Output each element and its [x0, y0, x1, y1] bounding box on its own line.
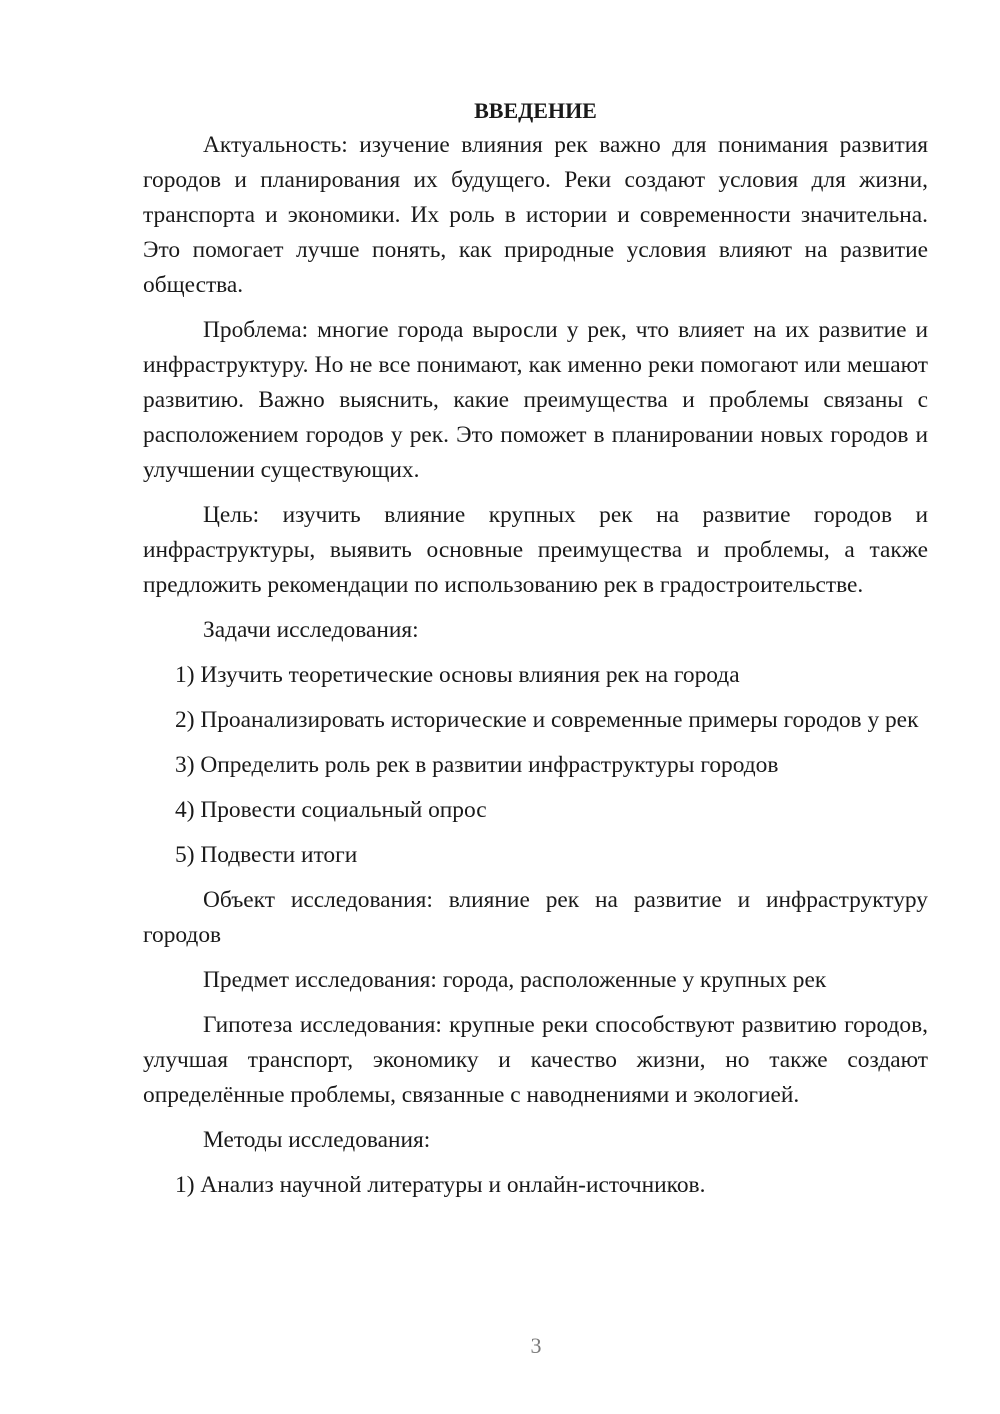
- document-page: [143, 93, 928, 1203]
- section-title: ВВЕДЕНИЕ: [474, 98, 597, 123]
- list-item: 2) Проанализировать исторические и современные примеры городов у рек: [175, 707, 919, 733]
- list-item: 5) Подвести итоги: [175, 842, 358, 868]
- list-item: 1) Анализ научной литературы и онлайн-источников.: [175, 1172, 706, 1198]
- tasks-heading: Задачи исследования:: [203, 617, 419, 643]
- list-item: 4) Провести социальный опрос: [175, 797, 487, 823]
- list-item: 1) Изучить теоретические основы влияния рек на города: [175, 662, 740, 688]
- paragraph-object: Объект исследования: влияние рек на развитие и инфраструктуру городов: [143, 887, 928, 948]
- page-number: 3: [530, 1333, 542, 1358]
- paragraph-problem: Проблема: многие города выросли у рек, что влияет на их развитие и инфраструктуру. Но не все понимают, как именно реки помогают или мешают развитию. Важно выяснить, какие преимущества и проблемы связаны с расположением городов у рек. Это поможет в планировании новых городов и улучшении существующих.: [143, 317, 928, 483]
- paragraph-relevance: Актуальность: изучение влияния рек важно для понимания развития городов и планирования их будущего. Реки создают условия для жизни, транспорта и экономики. Их роль в истории и современности значительна. Это помогает лучше понять, как природные условия влияют на развитие общества.: [143, 132, 928, 298]
- paragraph-hypothesis: Гипотеза исследования: крупные реки способствуют развитию городов, улучшая транспорт, экономику и качество жизни, но также создают определённые проблемы, связанные с наводнениями и экологией.: [143, 1012, 928, 1108]
- paragraph-subject: Предмет исследования: города, расположенные у крупных рек: [203, 967, 827, 993]
- paragraph-goal: Цель: изучить влияние крупных рек на развитие городов и инфраструктуры, выявить основные преимущества и проблемы, а также предложить рекомендации по использованию рек в градостроительстве.: [143, 502, 928, 598]
- list-item: 3) Определить роль рек в развитии инфраструктуры городов: [175, 752, 779, 778]
- methods-heading: Методы исследования:: [203, 1127, 431, 1153]
